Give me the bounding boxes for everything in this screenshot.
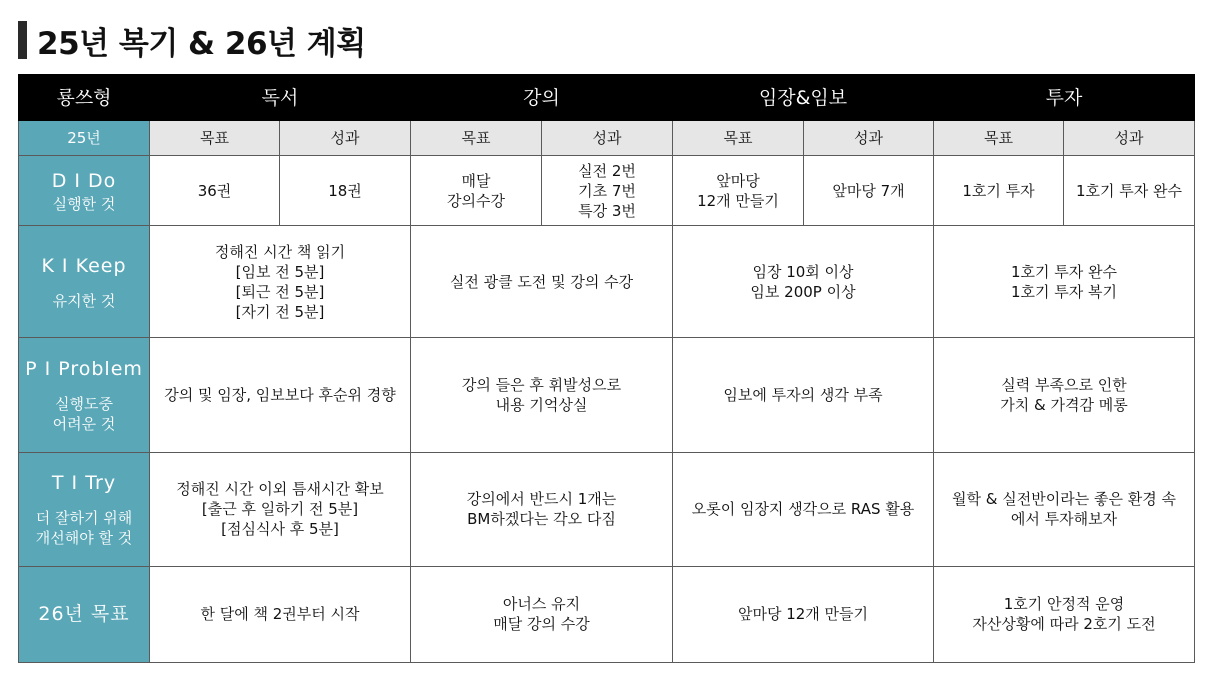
year-label: 25년 bbox=[19, 121, 150, 156]
retrospective-table bbox=[18, 74, 1195, 663]
row-label-try-sub: 개선해야 할 것 bbox=[35, 529, 133, 548]
goal26-reading-line: 한 달에 책 2권부터 시작 bbox=[200, 605, 360, 624]
try-invest-line: 에서 투자해보자 bbox=[1010, 510, 1118, 529]
reading-goal-header: 목표 bbox=[150, 121, 280, 156]
row-label-problem bbox=[19, 338, 150, 452]
goal26-imjang-line: 앞마당 12개 만들기 bbox=[737, 605, 869, 624]
row-label-did-sub: 실행한 것 bbox=[52, 194, 116, 213]
row-label-goal-26-title: 26년 목표 bbox=[38, 603, 130, 626]
header-row bbox=[19, 75, 1195, 121]
row-problem bbox=[19, 338, 1195, 452]
goal26-imjang bbox=[673, 566, 934, 662]
goal26-invest bbox=[934, 566, 1195, 662]
keep-imjang-line: 임장 10회 이상 bbox=[752, 262, 854, 281]
keep-invest bbox=[934, 226, 1195, 338]
row-keep bbox=[19, 226, 1195, 338]
did-lecture-result-line: 특강 3번 bbox=[578, 201, 636, 220]
try-lecture-line: 강의에서 반드시 1개는 bbox=[466, 490, 617, 509]
did-lecture-goal bbox=[411, 156, 542, 226]
try-reading-line: [점심식사 후 5분] bbox=[221, 520, 339, 539]
page-title bbox=[18, 18, 366, 62]
row-label-keep-title: K I Keep bbox=[41, 254, 127, 277]
keep-lecture bbox=[411, 226, 673, 338]
row-label-problem-title: P I Problem bbox=[25, 358, 143, 381]
keep-reading-line: [자기 전 5분] bbox=[235, 302, 325, 321]
keep-imjang bbox=[673, 226, 934, 338]
problem-reading bbox=[150, 338, 411, 452]
column-header-imjang: 임장&임보 bbox=[673, 75, 934, 121]
row-label-keep bbox=[19, 226, 150, 338]
goal26-lecture-line: 아너스 유지 bbox=[502, 595, 581, 614]
did-imjang-goal-line: 앞마당 bbox=[716, 171, 760, 190]
did-lecture-result bbox=[542, 156, 673, 226]
problem-imjang bbox=[673, 338, 934, 452]
try-reading-line: 정해진 시간 이외 틈새시간 확보 bbox=[176, 480, 384, 499]
row-goal-26 bbox=[19, 566, 1195, 662]
row-label-problem-sub: 실행도중 bbox=[55, 395, 113, 414]
row-label-did-title: D I Do bbox=[51, 169, 117, 192]
author-cell: 룡쓰형 bbox=[19, 75, 150, 121]
keep-reading bbox=[150, 226, 411, 338]
goal26-lecture bbox=[411, 566, 673, 662]
keep-reading-line: [임보 전 5분] bbox=[235, 262, 325, 281]
row-label-try-sub: 더 잘하기 위해 bbox=[35, 509, 133, 528]
row-try bbox=[19, 452, 1195, 566]
try-reading bbox=[150, 452, 411, 566]
title-text: 25년 복기 & 26년 계획 bbox=[37, 25, 366, 62]
problem-invest-line: 실력 부족으로 인한 bbox=[1001, 376, 1127, 395]
column-header-invest: 투자 bbox=[934, 75, 1195, 121]
problem-lecture-line: 강의 들은 후 휘발성으로 bbox=[461, 376, 622, 395]
try-imjang-line: 오롯이 임장지 생각으로 RAS 활용 bbox=[691, 500, 915, 519]
did-imjang-result: 앞마당 7개 bbox=[804, 156, 934, 226]
did-lecture-goal-line: 강의수강 bbox=[447, 191, 505, 210]
try-lecture bbox=[411, 452, 673, 566]
keep-invest-line: 1호기 투자 복기 bbox=[1011, 282, 1118, 301]
keep-reading-line: 정해진 시간 책 읽기 bbox=[214, 242, 346, 261]
imjang-goal-header: 목표 bbox=[673, 121, 804, 156]
goal26-lecture-line: 매달 강의 수강 bbox=[493, 615, 590, 634]
goal26-reading bbox=[150, 566, 411, 662]
row-label-goal-26 bbox=[19, 566, 150, 662]
keep-invest-line: 1호기 투자 완수 bbox=[1011, 262, 1118, 281]
did-reading-result: 18권 bbox=[280, 156, 411, 226]
problem-invest bbox=[934, 338, 1195, 452]
row-did bbox=[19, 156, 1195, 226]
keep-reading-line: [퇴근 전 5분] bbox=[235, 282, 325, 301]
problem-imjang-line: 임보에 투자의 생각 부족 bbox=[723, 386, 883, 405]
column-header-lecture: 강의 bbox=[411, 75, 673, 121]
invest-goal-header: 목표 bbox=[934, 121, 1064, 156]
reading-result-header: 성과 bbox=[280, 121, 411, 156]
row-label-try-title: T I Try bbox=[51, 472, 117, 495]
did-lecture-result-line: 기초 7번 bbox=[578, 181, 636, 200]
did-imjang-goal bbox=[673, 156, 804, 226]
row-label-keep-sub: 유지한 것 bbox=[52, 291, 116, 310]
column-header-reading: 독서 bbox=[150, 75, 411, 121]
try-lecture-line: BM하겠다는 각오 다짐 bbox=[467, 510, 616, 529]
try-invest bbox=[934, 452, 1195, 566]
imjang-result-header: 성과 bbox=[804, 121, 934, 156]
keep-imjang-line: 임보 200P 이상 bbox=[750, 282, 856, 301]
row-label-try bbox=[19, 452, 150, 566]
did-lecture-result-line: 실전 2번 bbox=[578, 161, 636, 180]
keep-lecture-line: 실전 광클 도전 및 강의 수강 bbox=[449, 272, 634, 291]
did-imjang-goal-line: 12개 만들기 bbox=[697, 191, 779, 210]
lecture-goal-header: 목표 bbox=[411, 121, 542, 156]
invest-result-header: 성과 bbox=[1064, 121, 1195, 156]
goal26-invest-line: 자산상황에 따라 2호기 도전 bbox=[972, 615, 1156, 634]
problem-lecture bbox=[411, 338, 673, 452]
goal26-invest-line: 1호기 안정적 운영 bbox=[1003, 595, 1125, 614]
sub-header-row bbox=[19, 121, 1195, 156]
did-invest-result: 1호기 투자 완수 bbox=[1064, 156, 1195, 226]
try-reading-line: [출근 후 일하기 전 5분] bbox=[201, 500, 359, 519]
did-invest-goal: 1호기 투자 bbox=[934, 156, 1064, 226]
did-lecture-goal-line: 매달 bbox=[461, 171, 491, 190]
lecture-result-header: 성과 bbox=[542, 121, 673, 156]
problem-lecture-line: 내용 기억상실 bbox=[495, 396, 588, 415]
try-imjang bbox=[673, 452, 934, 566]
title-accent-bar bbox=[18, 21, 27, 59]
problem-invest-line: 가치 & 가격감 메롱 bbox=[1000, 396, 1128, 415]
did-reading-goal: 36권 bbox=[150, 156, 280, 226]
row-label-did bbox=[19, 156, 150, 226]
problem-reading-line: 강의 및 임장, 임보보다 후순위 경향 bbox=[164, 386, 396, 405]
row-label-problem-sub: 어려운 것 bbox=[52, 415, 116, 434]
try-invest-line: 월학 & 실전반이라는 좋은 환경 속 bbox=[952, 490, 1176, 509]
